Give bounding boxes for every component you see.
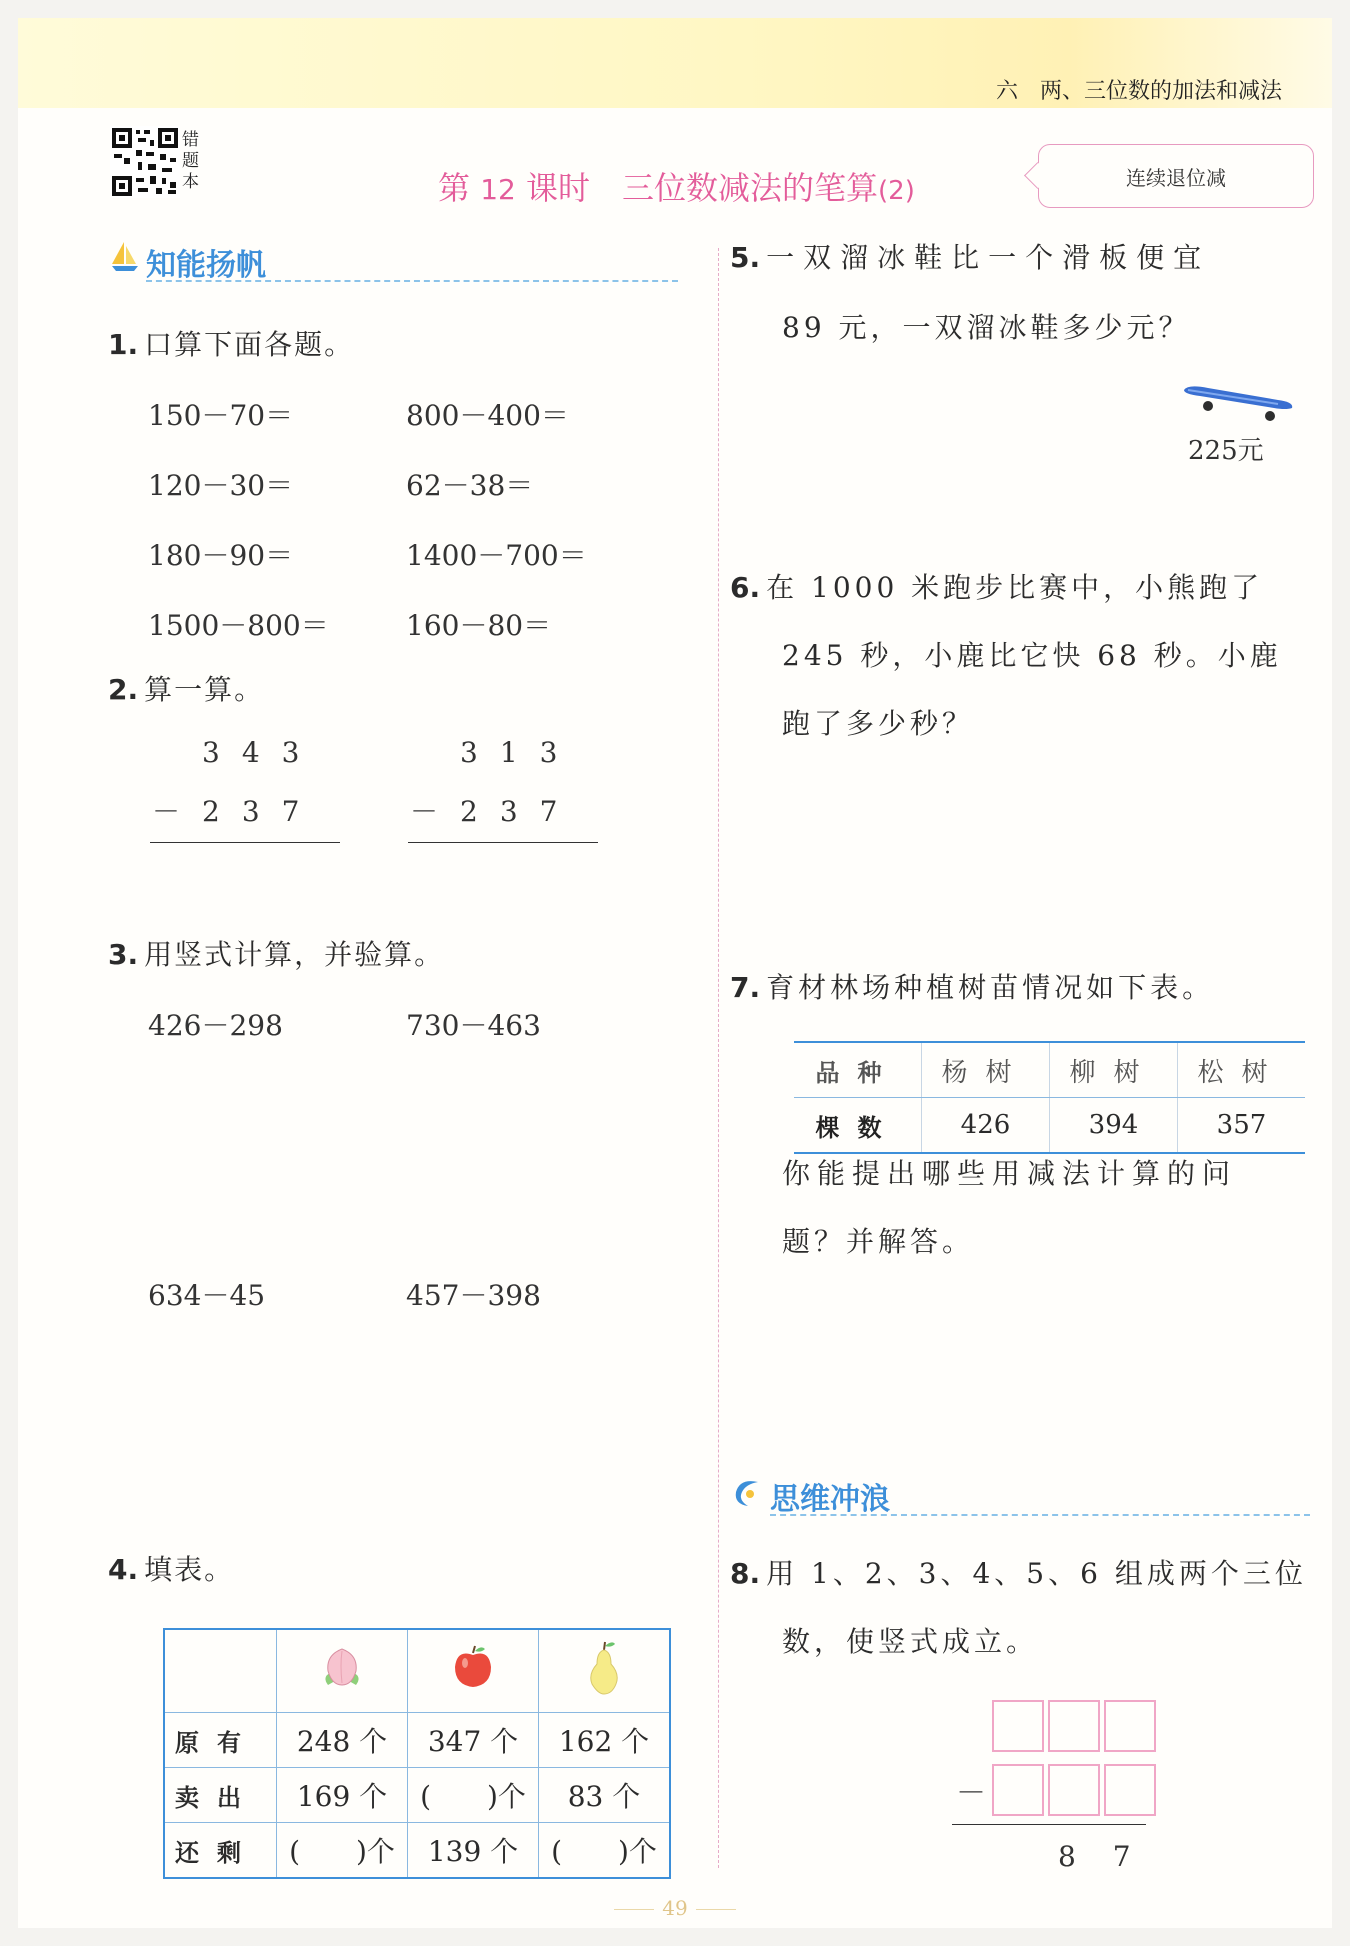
table-header: 棵数: [815, 1113, 900, 1142]
chapter-title: 六 两、三位数的加法和减法: [995, 79, 1282, 104]
q3-item: 634－45: [148, 1279, 266, 1312]
lesson-title: 第 12 课时 三位数减法的笔算(2): [438, 169, 915, 207]
question-7-line-3: 题？并解答。: [782, 1225, 975, 1258]
digit-box[interactable]: [1104, 1764, 1156, 1816]
table-cell: 357: [1178, 1098, 1306, 1154]
row-label: 卖出: [164, 1768, 277, 1823]
apple-column: [408, 1629, 539, 1713]
q8-result-line: [952, 1824, 1146, 1825]
section-heading-knowledge: 知能扬帆: [146, 248, 266, 283]
table-header: 松树: [1178, 1042, 1306, 1098]
row-label: 还剩: [164, 1823, 277, 1879]
page: [18, 18, 1332, 1928]
q1-item: 180－90＝: [148, 539, 294, 572]
section-underline: [770, 1514, 1310, 1516]
table-header: 柳树: [1050, 1042, 1178, 1098]
question-7: 7. 育材林场种植树苗情况如下表。: [730, 971, 1215, 1004]
table-header: 品种: [794, 1042, 922, 1098]
lesson-tag: 连续退位减: [1038, 144, 1314, 208]
table-cell: 248 个: [277, 1713, 408, 1768]
answer-blank[interactable]: ( )个: [539, 1823, 671, 1879]
question-5-line-2: 89 元，一双溜冰鞋多少元？: [782, 311, 1191, 344]
question-6: 6. 在 1000 米跑步比赛中，小熊跑了: [730, 571, 1264, 604]
column-divider: [718, 248, 719, 1868]
q8-bottom-boxes: [992, 1764, 1156, 1816]
table-cell: 347 个: [408, 1713, 539, 1768]
q1-item: 62－38＝: [406, 469, 534, 502]
tree-table: [794, 1041, 1305, 1154]
digit-box[interactable]: [992, 1700, 1044, 1752]
pear-column: [539, 1629, 671, 1713]
table-corner: [164, 1629, 277, 1713]
table-cell: 426: [922, 1098, 1050, 1154]
table-cell: 83 个: [539, 1768, 671, 1823]
table-cell: 139 个: [408, 1823, 539, 1879]
qr-code-icon[interactable]: [110, 126, 180, 198]
q2a-answer-line[interactable]: [150, 842, 340, 843]
question-6-line-3: 跑了多少秒？: [782, 707, 975, 740]
q2b-answer-line[interactable]: [408, 842, 598, 843]
q1-item: 1400－700＝: [406, 539, 587, 572]
question-8: 8. 用 1、2、3、4、5、6 组成两个三位: [730, 1557, 1307, 1590]
table-cell: 169 个: [277, 1768, 408, 1823]
table-cell: 162 个: [539, 1713, 671, 1768]
sailboat-icon: [110, 240, 140, 272]
digit-box[interactable]: [1048, 1700, 1100, 1752]
pear-icon: [582, 1640, 626, 1696]
q8-result: 8 7: [1058, 1840, 1145, 1873]
row-label: 原有: [164, 1713, 277, 1768]
q1-item: 150－70＝: [148, 399, 294, 432]
q2b-subtrahend: －237: [410, 795, 580, 828]
answer-blank[interactable]: ( )个: [277, 1823, 408, 1879]
apple-icon: [451, 1643, 495, 1693]
question-2: 2. 算一算。: [108, 673, 265, 706]
digit-box[interactable]: [1104, 1700, 1156, 1752]
question-7-line-2: 你能提出哪些用减法计算的问: [782, 1157, 1238, 1190]
skateboard-icon: [1178, 378, 1298, 426]
section-heading-thinking: 思维冲浪: [770, 1482, 890, 1517]
peach-column: [277, 1629, 408, 1713]
question-8-line-2: 数，使竖式成立。: [782, 1625, 1039, 1658]
question-1: 1. 口算下面各题。: [108, 328, 355, 361]
section-underline: [146, 280, 678, 282]
answer-blank[interactable]: ( )个: [408, 1768, 539, 1823]
peach-icon: [320, 1643, 364, 1693]
q1-item: 1500－800＝: [148, 609, 329, 642]
digit-box[interactable]: [1048, 1764, 1100, 1816]
q2a-subtrahend: －237: [152, 795, 322, 828]
fruit-table: [163, 1628, 671, 1879]
q1-item: 120－30＝: [148, 469, 294, 502]
q3-item: 730－463: [406, 1009, 541, 1042]
q1-item: 160－80＝: [406, 609, 552, 642]
wave-icon: [730, 1476, 762, 1508]
question-4: 4. 填表。: [108, 1553, 235, 1586]
q8-top-boxes: [992, 1700, 1156, 1752]
question-3: 3. 用竖式计算，并验算。: [108, 938, 445, 971]
table-cell: 394: [1050, 1098, 1178, 1154]
digit-box[interactable]: [992, 1764, 1044, 1816]
question-6-line-2: 245 秒，小鹿比它快 68 秒。小鹿: [782, 639, 1282, 672]
table-header: 杨树: [922, 1042, 1050, 1098]
q8-minus-sign: －: [956, 1776, 986, 1811]
q1-item: 800－400＝: [406, 399, 569, 432]
q2a-minuend: 343: [202, 736, 322, 769]
q3-item: 426－298: [148, 1009, 283, 1042]
qr-label: 错题本: [182, 130, 199, 192]
q2b-minuend: 313: [460, 736, 580, 769]
q3-item: 457－398: [406, 1279, 541, 1312]
question-5: 5. 一双溜冰鞋比一个滑板便宜: [730, 241, 1211, 274]
page-number: 49: [18, 1896, 1332, 1920]
skateboard-price: 225元: [1188, 436, 1264, 466]
